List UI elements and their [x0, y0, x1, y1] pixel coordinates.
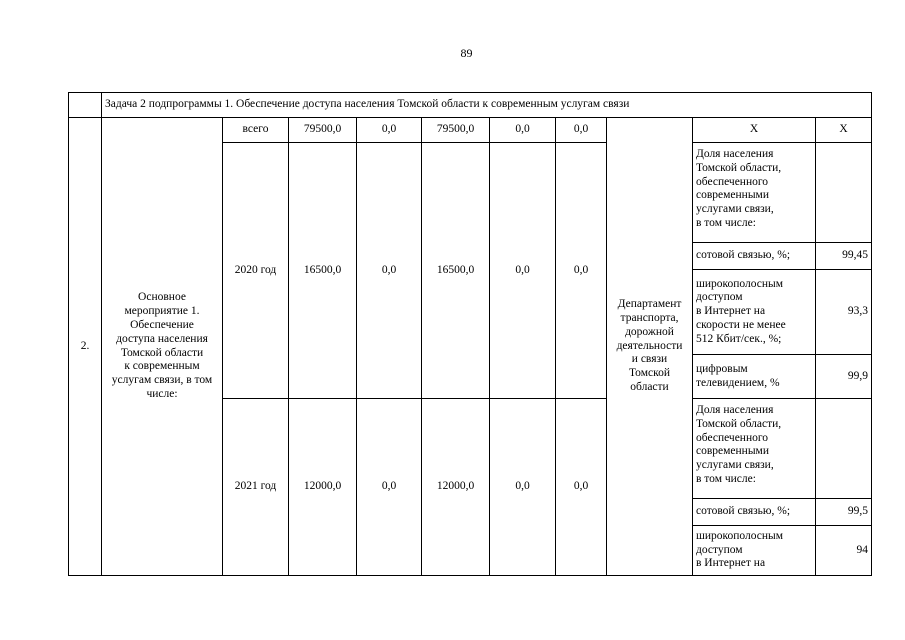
program-table — [68, 92, 872, 576]
year-2021-value-2: 0,0 — [357, 399, 422, 576]
total-label: всего — [223, 118, 289, 143]
year-2020-value-3: 16500,0 — [422, 143, 490, 399]
indicator-tv-2020-value: 99,9 — [816, 355, 872, 399]
department: Департамент транспорта, дорожной деятельности и связи Томской области — [607, 118, 693, 576]
indicator-cellular-2021: сотовой связью, %; — [693, 499, 816, 526]
indicator-cellular-2020: сотовой связью, %; — [693, 243, 816, 270]
activity-description: Основное мероприятие 1. Обеспечение доступа населения Томской области к современным услугам связи, в том числе: — [102, 118, 223, 576]
indicator-share-2021: Доля населения Томской области, обеспеченного современными услугами связи, в том числе: — [693, 399, 816, 499]
task-title: Задача 2 подпрограммы 1. Обеспечение доступа населения Томской области к современным услугам связи — [102, 93, 872, 118]
year-2021-value-1: 12000,0 — [289, 399, 357, 576]
year-2021-value-4: 0,0 — [490, 399, 556, 576]
year-2020-value-2: 0,0 — [357, 143, 422, 399]
indicator-broadband-2020-value: 93,3 — [816, 270, 872, 355]
total-indicator: Х — [693, 118, 816, 143]
total-row — [69, 118, 872, 143]
indicator-cellular-2021-value: 99,5 — [816, 499, 872, 526]
year-2021-value-5: 0,0 — [556, 399, 607, 576]
total-value-5: 0,0 — [556, 118, 607, 143]
year-2020-value-1: 16500,0 — [289, 143, 357, 399]
task-row — [69, 93, 872, 118]
task-row-number — [69, 93, 102, 118]
indicator-broadband-2020: широкополосным доступом в Интернет на скорости не менее 512 Кбит/сек., %; — [693, 270, 816, 355]
total-value-4: 0,0 — [490, 118, 556, 143]
indicator-broadband-2021-value: 94 — [816, 526, 872, 576]
total-value-3: 79500,0 — [422, 118, 490, 143]
total-value-1: 79500,0 — [289, 118, 357, 143]
row-number: 2. — [69, 118, 102, 576]
indicator-broadband-2021: широкополосным доступом в Интернет на — [693, 526, 816, 576]
year-2020-value-4: 0,0 — [490, 143, 556, 399]
indicator-share-2020: Доля населения Томской области, обеспеченного современными услугами связи, в том числе: — [693, 143, 816, 243]
year-2020-label: 2020 год — [223, 143, 289, 399]
page-number: 89 — [460, 46, 473, 60]
indicator-cellular-2020-value: 99,45 — [816, 243, 872, 270]
year-2021-label: 2021 год — [223, 399, 289, 576]
year-2020-value-5: 0,0 — [556, 143, 607, 399]
indicator-share-2020-value — [816, 143, 872, 243]
total-value-2: 0,0 — [357, 118, 422, 143]
indicator-share-2021-value — [816, 399, 872, 499]
total-indicator-value: Х — [816, 118, 872, 143]
indicator-tv-2020: цифровым телевидением, % — [693, 355, 816, 399]
year-2021-value-3: 12000,0 — [422, 399, 490, 576]
